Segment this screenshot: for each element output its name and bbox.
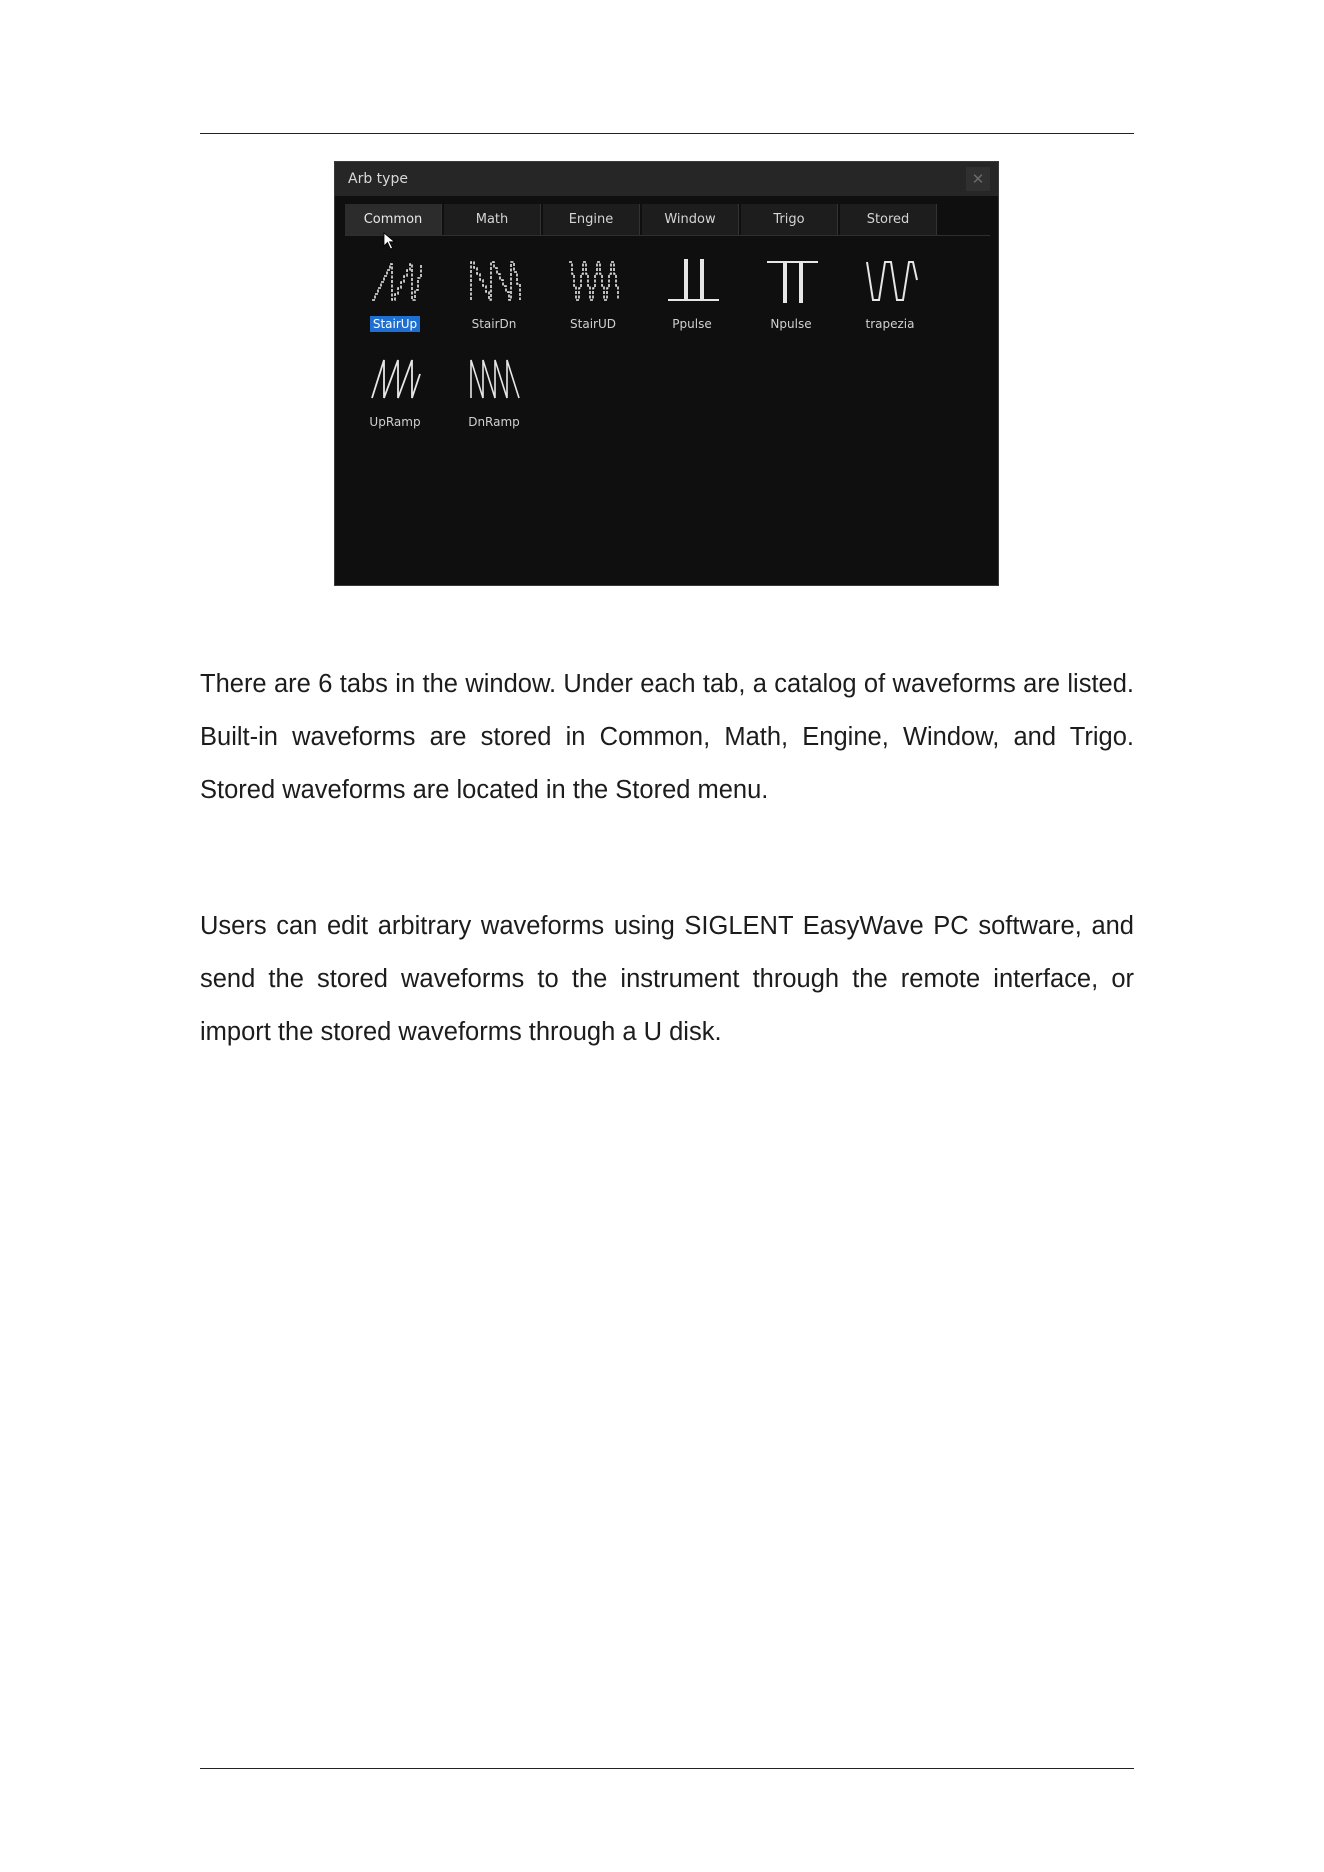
dnramp-wave-icon: [467, 352, 523, 406]
waveform-stairup[interactable]: [350, 254, 440, 344]
stairdn-wave-icon: [467, 254, 523, 308]
header-rule: [200, 133, 1134, 134]
waveform-label: StairUD: [570, 317, 616, 331]
stairud-wave-icon: [566, 254, 622, 308]
stairup-wave-icon: [368, 254, 424, 308]
tab-window[interactable]: Window: [642, 204, 739, 235]
ppulse-wave-icon: [665, 254, 721, 308]
npulse-wave-icon: [764, 254, 820, 308]
waveform-label: StairDn: [471, 317, 517, 331]
paragraph-easywave-description: Users can edit arbitrary waveforms using SIGLENT EasyWave PC software, and send the stored waveforms to the instrument through the remote interface, or import the stored waveforms through a U disk.: [200, 912, 1134, 1046]
tab-common[interactable]: Common: [345, 204, 442, 235]
waveform-npulse[interactable]: [746, 254, 836, 344]
trapezia-wave-icon: [863, 254, 919, 308]
waveform-trapezia[interactable]: [845, 254, 935, 344]
tab-stored[interactable]: Stored: [840, 204, 937, 235]
tab-trigo[interactable]: Trigo: [741, 204, 838, 235]
close-icon[interactable]: ✕: [966, 167, 990, 191]
paragraph-tabs-description: There are 6 tabs in the window. Under each tab, a catalog of waveforms are listed. Built-in waveforms are stored in Common, Math, Engine, Window, and Trigo. Stored waveforms are located in the Stored menu.: [200, 670, 1134, 804]
dialog-title: Arb type: [348, 171, 408, 187]
waveform-dnramp[interactable]: [449, 352, 539, 442]
waveform-ppulse[interactable]: [647, 254, 737, 344]
waveform-label: Ppulse: [672, 317, 712, 331]
tab-engine[interactable]: Engine: [543, 204, 640, 235]
waveform-label: Npulse: [770, 317, 812, 331]
waveform-stairud[interactable]: [548, 254, 638, 344]
mouse-cursor-icon: [383, 232, 397, 250]
waveform-stairdn[interactable]: [449, 254, 539, 344]
tab-bar: [345, 204, 990, 235]
waveform-label: UpRamp: [369, 415, 421, 429]
footer-rule: [200, 1768, 1134, 1769]
waveform-label: DnRamp: [468, 415, 520, 429]
waveform-label: trapezia: [865, 317, 915, 331]
upramp-wave-icon: [368, 352, 424, 406]
arb-type-dialog: [334, 161, 999, 586]
waveform-upramp[interactable]: [350, 352, 440, 442]
tab-math[interactable]: Math: [444, 204, 541, 235]
dialog-title-bar: [335, 162, 998, 196]
tab-divider: [345, 235, 990, 236]
waveform-label: StairUp: [370, 316, 420, 332]
